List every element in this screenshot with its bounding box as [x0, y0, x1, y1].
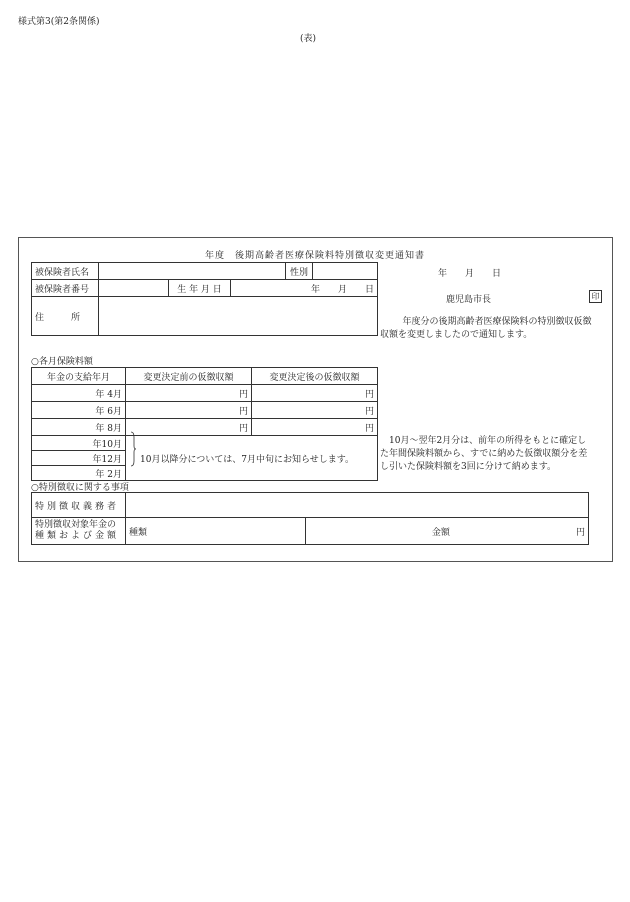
table-row: [32, 385, 378, 402]
address-field[interactable]: [99, 297, 378, 336]
table-row: [32, 419, 378, 436]
side-label: (表): [300, 34, 317, 44]
table-row: [32, 402, 378, 419]
brace-icon: [130, 431, 136, 467]
after-amount-cell[interactable]: 円: [252, 419, 378, 436]
seal-stamp: 印: [589, 290, 602, 303]
month-cell: 年 6月: [32, 402, 126, 419]
pension-amount-field[interactable]: [306, 518, 589, 545]
notice-text: 年度分の後期高齢者医療保険料の特別徴収仮徴収額を変更しましたので通知します。: [380, 317, 592, 340]
col-before-amount: 変更決定前の仮徴収額: [126, 368, 252, 385]
later-months-explanation: 10月～翌年2月分は、前年の所得をもとに確定した年間保険料額から、すでに納めた仮徴収額分を差し引いた保険料額を3回に分けて納めます。: [380, 436, 588, 472]
month-cell: 年 2月: [32, 466, 126, 481]
pension-kind-label: 種類: [129, 527, 148, 538]
after-amount-cell[interactable]: 円: [252, 402, 378, 419]
month-cell: 年12月: [32, 451, 126, 466]
gender-label: 性別: [286, 263, 313, 280]
after-amount-cell[interactable]: 円: [252, 385, 378, 402]
address-label: 住 所: [32, 297, 99, 336]
form-number-label: 様式第3(第2条関係): [18, 17, 100, 27]
col-pension-month: 年金の支給年月: [32, 368, 126, 385]
birthdate-field[interactable]: 年 月 日: [231, 280, 378, 297]
birthdate-label: 生 年 月 日: [169, 280, 231, 297]
pension-type-label-line1: 特別徴収対象年金の: [35, 520, 117, 530]
pension-amount-label: 金額: [431, 527, 450, 538]
obligor-field[interactable]: [126, 493, 589, 518]
before-amount-cell[interactable]: 円: [126, 402, 252, 419]
month-cell: 年 4月: [32, 385, 126, 402]
pension-type-label-line2: 種類および金額: [35, 531, 120, 541]
monthly-premium-table: [31, 367, 378, 481]
pension-type-label: [32, 518, 126, 545]
gender-field[interactable]: [313, 263, 378, 280]
notice-title: 年度 後期高齢者医療保険料特別徴収変更通知書: [204, 251, 425, 261]
special-collection-heading: ○特別徴収に関する事項: [31, 483, 129, 493]
yen-unit: 円: [575, 527, 585, 538]
obligor-label: 特別徴収義務者: [32, 493, 126, 518]
insured-info-table: [31, 262, 378, 336]
insured-number-field[interactable]: [99, 280, 169, 297]
month-cell: 年 8月: [32, 419, 126, 436]
mayor-name: 鹿児島市長: [446, 295, 492, 305]
pension-kind-field[interactable]: [126, 518, 306, 545]
insured-name-field[interactable]: [99, 263, 286, 280]
before-amount-cell[interactable]: 円: [126, 419, 252, 436]
notice-date: 年 月 日: [438, 269, 502, 279]
insured-name-label: 被保険者氏名: [32, 263, 99, 280]
before-amount-cell[interactable]: 円: [126, 385, 252, 402]
insured-number-label: 被保険者番号: [32, 280, 99, 297]
col-after-amount: 変更決定後の仮徴収額: [252, 368, 378, 385]
later-months-note: 10月以降分については、7月中旬にお知らせします。: [126, 436, 378, 481]
table-row: [32, 436, 378, 451]
special-collection-table: [31, 492, 589, 545]
monthly-premium-heading: ○各月保険料額: [31, 357, 93, 367]
month-cell: 年10月: [32, 436, 126, 451]
